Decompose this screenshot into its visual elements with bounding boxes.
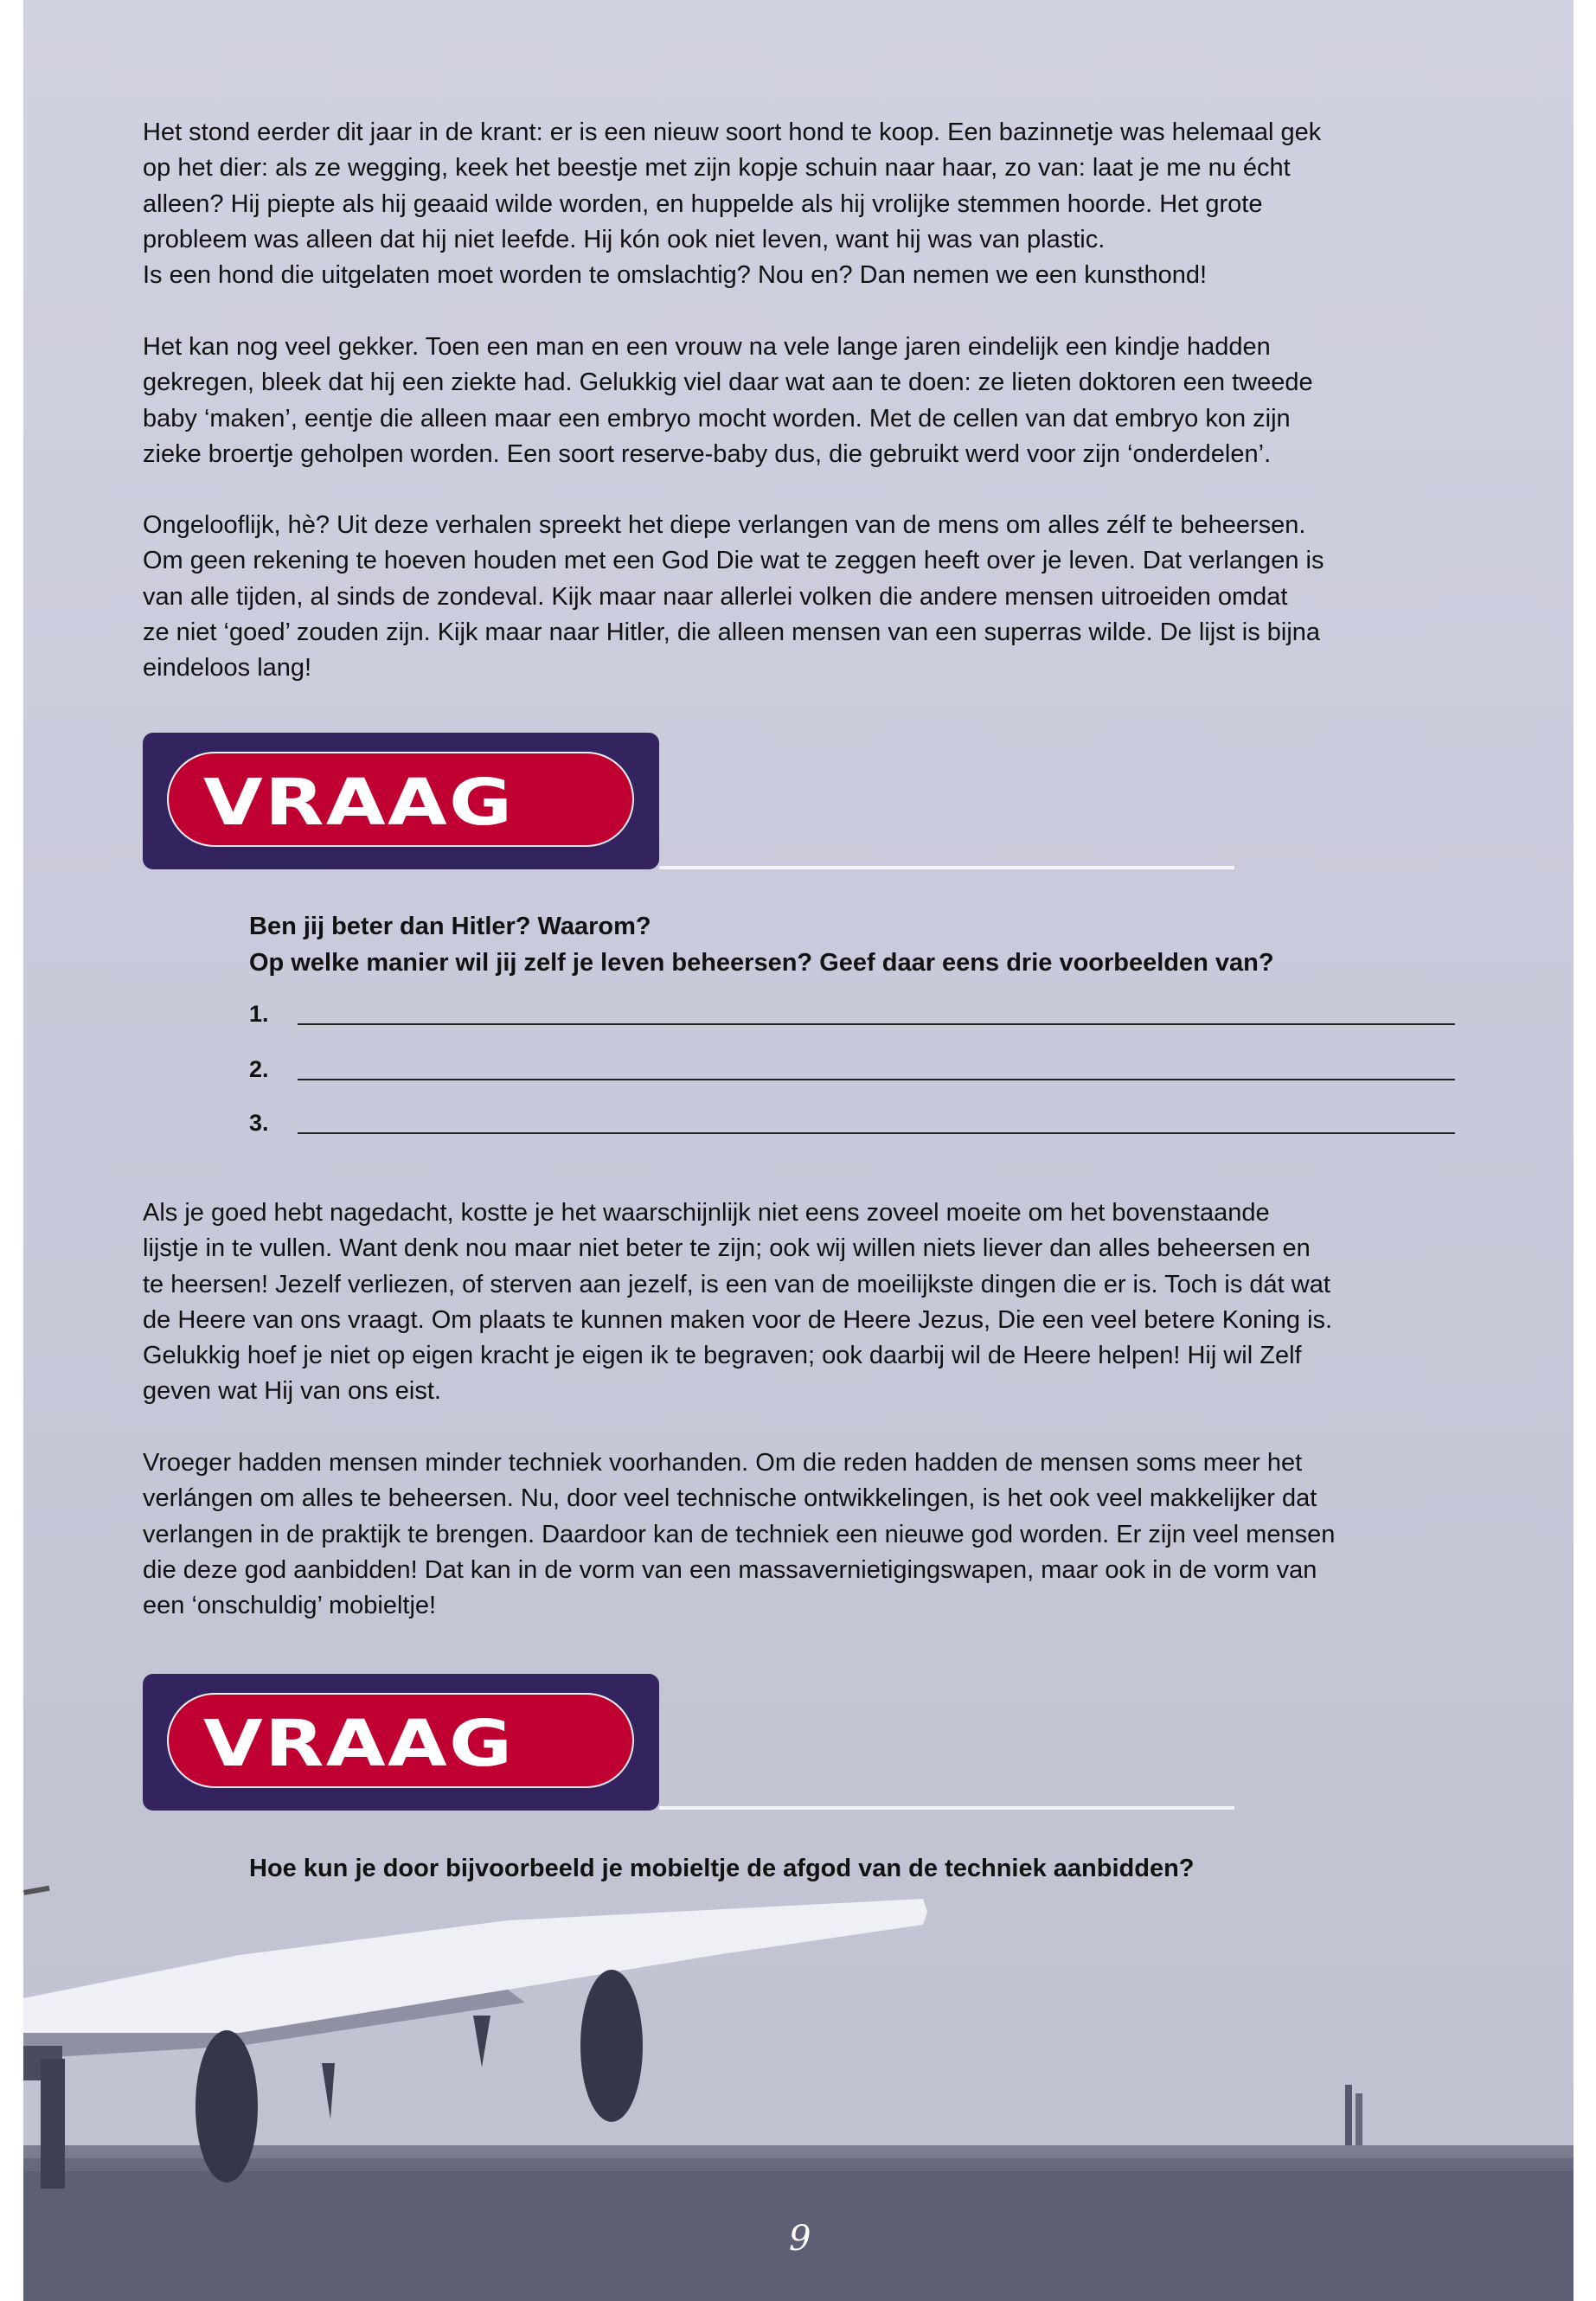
answer-number: 3. xyxy=(249,1110,269,1136)
divider xyxy=(659,1806,1234,1810)
answer-line-2[interactable] xyxy=(249,1056,1455,1091)
answer-number: 1. xyxy=(249,1001,269,1027)
paragraph-3: Ongelooflijk, hè? Uit deze verhalen spreekt het diepe verlangen van de mens om alles zélf te beheersen. Om geen rekening te hoeven houden met een God Die wat te zeggen heeft over je leven. Dat verlangen is van alle tijden, al sinds de zondeval. Kijk maar naar allerlei volken die andere mensen uitroeiden omdat ze niet ‘goed’ zouden zijn. Kijk maar naar Hitler, die alleen mensen van een superras wilde. De lijst is bijna eindeloos lang! xyxy=(143,511,1324,683)
page xyxy=(23,0,1574,2301)
vraag-header-2 xyxy=(143,1674,659,1811)
page-number: 9 xyxy=(789,2219,811,2259)
answer-line-3[interactable] xyxy=(249,1110,1455,1144)
paragraph-2: Het kan nog veel gekker. Toen een man en een vrouw na vele lange jaren eindelijk een kindje hadden gekregen, bleek dat hij een ziekte had. Gelukkig viel daar wat aan te doen: ze lieten doktoren een tweede baby ‘maken’, eentje die alleen maar een embryo mocht worden. Met de cellen van dat embryo kon zijn zieke broertje geholpen worden. Een soort reserve-baby dus, die gebruikt werd voor zijn ‘onderdelen’. xyxy=(143,333,1313,468)
vraag-pill xyxy=(167,752,634,847)
paragraph-4: Als je goed hebt nagedacht, kostte je het waarschijnlijk niet eens zoveel moeite om het bovenstaande lijstje in te vullen. Want denk nou maar niet beter te zijn; ook wij willen niets liever dan alles beheersen en te heersen! Jezelf verliezen, of sterven aan jezelf, is een van de moeilijkste dingen die er is. Toch is dát wat de Heere van ons vraagt. Om plaats te kunnen maken voor de Heere Jezus, Die een veel betere Koning is. Gelukkig hoef je niet op eigen kracht je eigen ik te begraven; ook daarbij wil de Heere helpen! Hij wil Zelf geven wat Hij van ons eist. xyxy=(143,1199,1333,1406)
answer-line-1[interactable] xyxy=(249,1001,1455,1035)
vraag-label: VRAAG xyxy=(203,1707,515,1781)
question-1: Ben jij beter dan Hitler? Waarom? xyxy=(249,913,651,940)
vraag-pill xyxy=(167,1693,634,1788)
vraag-label: VRAAG xyxy=(203,766,515,840)
paragraph-5: Vroeger hadden mensen minder techniek voorhanden. Om die reden hadden de mensen soms meer het verlángen om alles te beheersen. Nu, door veel technische ontwikkelingen, is het ook veel makkelijker dat verlangen in de praktijk te brengen. Daardoor kan de techniek een nieuwe god worden. Er zijn veel mensen die deze god aanbidden! Dat kan in de vorm van een massavernietigingswapen, maar ook in de vorm van een ‘onschuldig’ mobieltje! xyxy=(143,1449,1336,1620)
paragraph-1: Het stond eerder dit jaar in de krant: er is een nieuw soort hond te koop. Een bazinnetje was helemaal gek op het dier: als ze wegging, keek het beestje met zijn kopje schuin naar haar, zo van: laat je me nu écht alleen? Hij piepte als hij geaaid wilde worden, en huppelde als hij vrolijke stemmen hoorde. Het grote probleem was alleen dat hij niet leefde. Hij kón ook niet leven, want hij was van plastic. Is een hond die uitgelaten moet worden te omslachtig? Nou en? Dan nemen we een kunsthond! xyxy=(143,119,1322,290)
question-2: Op welke manier wil jij zelf je leven beheersen? Geef daar eens drie voorbeelden van? xyxy=(249,949,1274,977)
question-3: Hoe kun je door bijvoorbeeld je mobieltje de afgod van de techniek aanbidden? xyxy=(249,1855,1195,1882)
answer-number: 2. xyxy=(249,1056,269,1082)
vraag-header-1 xyxy=(143,733,659,869)
divider xyxy=(659,866,1234,869)
